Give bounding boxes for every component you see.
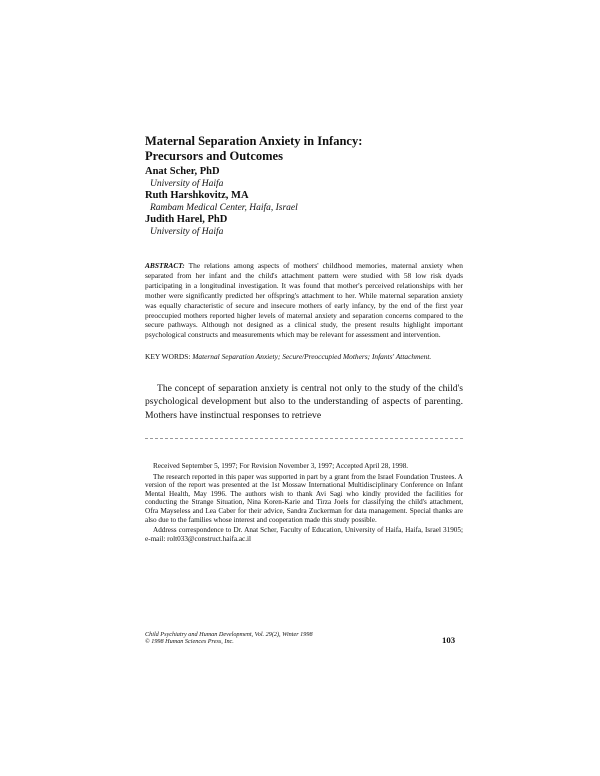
keywords-label: KEY WORDS: bbox=[145, 352, 191, 361]
author-affiliation: University of Haifa bbox=[150, 179, 224, 189]
keywords-text: Maternal Separation Anxiety; Secure/Preoccupied Mothers; Infants' Attachment. bbox=[192, 352, 432, 361]
author-list bbox=[145, 166, 465, 238]
abstract bbox=[145, 261, 463, 340]
page-number: 103 bbox=[442, 635, 456, 645]
author-name: Anat Scher, PhD bbox=[145, 166, 220, 177]
footnote-correspondence: Address correspondence to Dr. Anat Scher, Faculty of Education, University of Haifa, Haifa, Israel 31905; e-mail: rolt033@construct.haifa.ac.il bbox=[145, 526, 463, 543]
abstract-label: ABSTRACT: bbox=[145, 261, 185, 270]
keywords bbox=[145, 352, 463, 362]
journal-info bbox=[145, 631, 395, 646]
journal-copyright: © 1998 Human Sciences Press, Inc. bbox=[145, 638, 234, 646]
body-paragraph: The concept of separation anxiety is central not only to the study of the child's psychological development but also to the understanding of aspects of parenting. Mothers have instinctual responses to retrieve bbox=[145, 383, 463, 421]
author-affiliation: University of Haifa bbox=[150, 227, 224, 237]
footnotes bbox=[145, 462, 463, 545]
author-name: Ruth Harshkovitz, MA bbox=[145, 190, 249, 201]
journal-citation: Child Psychiatry and Human Development, Vol. 29(2), Winter 1998 bbox=[145, 631, 313, 638]
footnote-divider bbox=[145, 438, 463, 439]
author-affiliation: Rambam Medical Center, Haifa, Israel bbox=[150, 203, 298, 213]
footnote-received: Received September 5, 1997; For Revision November 3, 1997; Accepted April 28, 1998. bbox=[153, 462, 409, 470]
article-title bbox=[145, 134, 465, 164]
author-name: Judith Harel, PhD bbox=[145, 214, 228, 225]
article-title-line-2: Precursors and Outcomes bbox=[145, 149, 283, 163]
abstract-text: The relations among aspects of mothers' childhood memories, maternal anxiety when separated from her infant and the child's attachment pattern were studied with 58 low risk dyads participating in a longitudinal investigation. It was found that mother's perceived relationships with her mother were significantly predicted her offspring's attachment to her. While maternal separation anxiety was equally characteristic of secure and insecure mothers of early infancy, by the end of the first year preoccupied mothers reported higher levels of maternal anxiety and separation concerns compared to the secure pathways. Although not designed as a clinical study, the present results highlight important psychological constructs and measurements which may be relevant for assessment and intervention. bbox=[145, 261, 463, 340]
article-title-line-1: Maternal Separation Anxiety in Infancy: bbox=[145, 134, 363, 148]
footnote-funding: The research reported in this paper was supported in part by a grant from the Israel Foundation Trustees. A version of the report was presented at the 1st Mossaw International Multidisciplinary Conference on Infant Mental Health, May 1996. The authors wish to thank Avi Sagi who kindly provided the facilities for conducting the Strange Situation, Nina Koren-Karie and Tirza Joels for classifying the child's attachment, Ofra Mayseless and Lea Caber for their advice, Sandra Zuckerman for data management. Special thanks are also due to the families whose interest and cooperation made this study possible. bbox=[145, 472, 463, 524]
